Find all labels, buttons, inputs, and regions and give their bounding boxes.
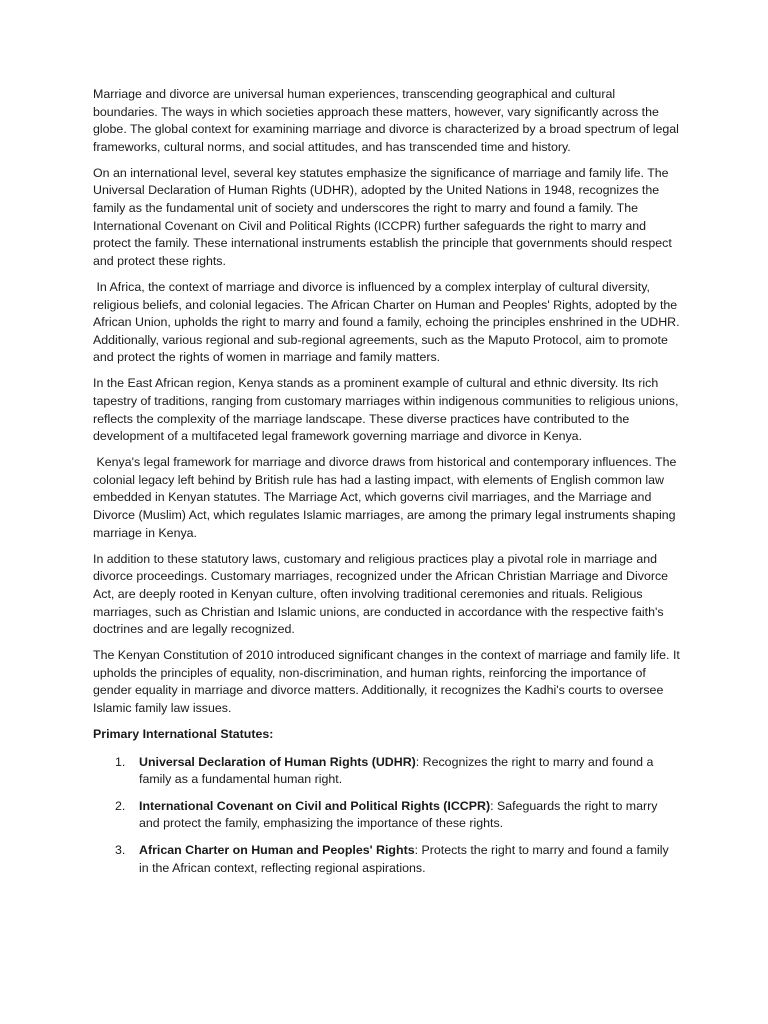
paragraph-africa-context: In Africa, the context of marriage and divorce is influenced by a complex interplay of cultural diversity, religious beliefs, and colonial legacies. The African Charter on Human and Peoples' Rights, adopted by the African Union, upholds the right to marry and found a family, echoing the principles enshrined in the UDHR. Additionally, various regional and sub-regional agreements, such as the Maputo Protocol, aim to promote and protect the rights of women in marriage and family matters. <box>93 279 680 365</box>
paragraph-east-africa: In the East African region, Kenya stands as a prominent example of cultural and ethnic diversity. Its rich tapestry of traditions, ranging from customary marriages within indigenous communities to religious unions, reflects the complexity of the marriage landscape. These diverse practices have contributed to the development of a multifaceted legal framework governing marriage and divorce in Kenya. <box>93 376 679 444</box>
paragraph-constitution: The Kenyan Constitution of 2010 introduced significant changes in the context of marriage and family life. It upholds the principles of equality, non-discrimination, and human rights, reinforcing the importance of gender equality in marriage and divorce matters. Additionally, it recognizes the Kadhi's courts to oversee Islamic family law issues. <box>93 648 680 715</box>
statute-description: : Safeguards the right to marry and protect the family, emphasizing the importance of these rights. <box>139 798 658 831</box>
statute-name: International Covenant on Civil and Political Rights (ICCPR) <box>139 798 491 813</box>
section-heading: Primary International Statutes: <box>93 727 274 742</box>
paragraph-customary-religious: In addition to these statutory laws, customary and religious practices play a pivotal role in marriage and divorce proceedings. Customary marriages, recognized under the African Christian Marriage and Divorce Act, are deeply rooted in Kenyan culture, often involving traditional ceremonies and rituals. Religious marriages, such as Christian and Islamic unions, are conducted in accordance with the respective faith's doctrines and are legally recognized. <box>93 551 669 637</box>
statute-description: : Recognizes the right to marry and found a family as a fundamental human right. <box>139 754 654 787</box>
statute-name: Universal Declaration of Human Rights (UDHR) <box>139 754 416 769</box>
paragraph-international-level: On an international level, several key statutes emphasize the significance of marriage and family life. The Universal Declaration of Human Rights (UDHR), adopted by the United Nations in 1948, recognizes the family as the fundamental unit of society and underscores the right to marry and found a family. The International Covenant on Civil and Political Rights (ICCPR) further safeguards the right to marry and protect the family. These international instruments establish the principle that governments should respect and protect these rights. <box>93 165 672 268</box>
statute-description: : Protects the right to marry and found a family in the African context, reflecting regional aspirations. <box>139 843 669 875</box>
list-number: 3. <box>115 843 126 858</box>
list-number: 1. <box>115 754 126 769</box>
list-item <box>93 798 680 833</box>
statute-name: African Charter on Human and Peoples' Rights <box>139 843 415 858</box>
list-item <box>93 754 680 789</box>
list-item <box>93 842 680 877</box>
statute-list <box>93 754 680 878</box>
list-number: 2. <box>115 798 126 813</box>
paragraph-global-context: Marriage and divorce are universal human experiences, transcending geographical and cultural boundaries. The ways in which societies approach these matters, however, vary significantly across the globe. The global context for examining marriage and divorce is characterized by a broad spectrum of legal frameworks, cultural norms, and social attitudes, and has transcended time and history. <box>93 87 679 154</box>
paragraph-kenya-legal-framework: Kenya's legal framework for marriage and divorce draws from historical and contemporary influences. The colonial legacy left behind by British rule has had a lasting impact, with elements of English common law embedded in Kenyan statutes. The Marriage Act, which governs civil marriages, and the Marriage and Divorce (Muslim) Act, which regulates Islamic marriages, are among the primary legal instruments shaping marriage in Kenya. <box>93 455 677 540</box>
